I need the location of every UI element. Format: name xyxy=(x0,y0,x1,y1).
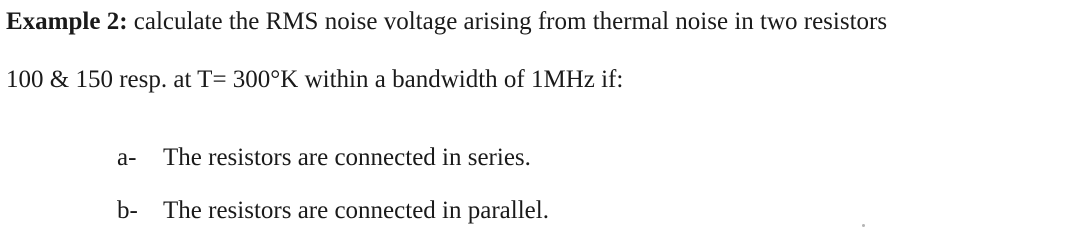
list-item-text: The resistors are connected in parallel. xyxy=(163,197,549,224)
list-item xyxy=(117,143,531,173)
list-marker: a- xyxy=(117,144,137,171)
list-item xyxy=(117,196,549,226)
problem-statement-text-1: calculate the RMS noise voltage arising from thermal noise in two resistors xyxy=(127,8,888,35)
list-item-text: The resistors are connected in series. xyxy=(163,144,531,171)
list-marker: b- xyxy=(117,197,138,224)
example-label: Example 2: xyxy=(6,8,128,35)
problem-statement-line-1 xyxy=(6,7,887,37)
scan-speck xyxy=(862,224,865,227)
problem-statement-line-2: 100 & 150 resp. at T= 300°K within a bandwidth of 1MHz if: xyxy=(6,66,624,93)
